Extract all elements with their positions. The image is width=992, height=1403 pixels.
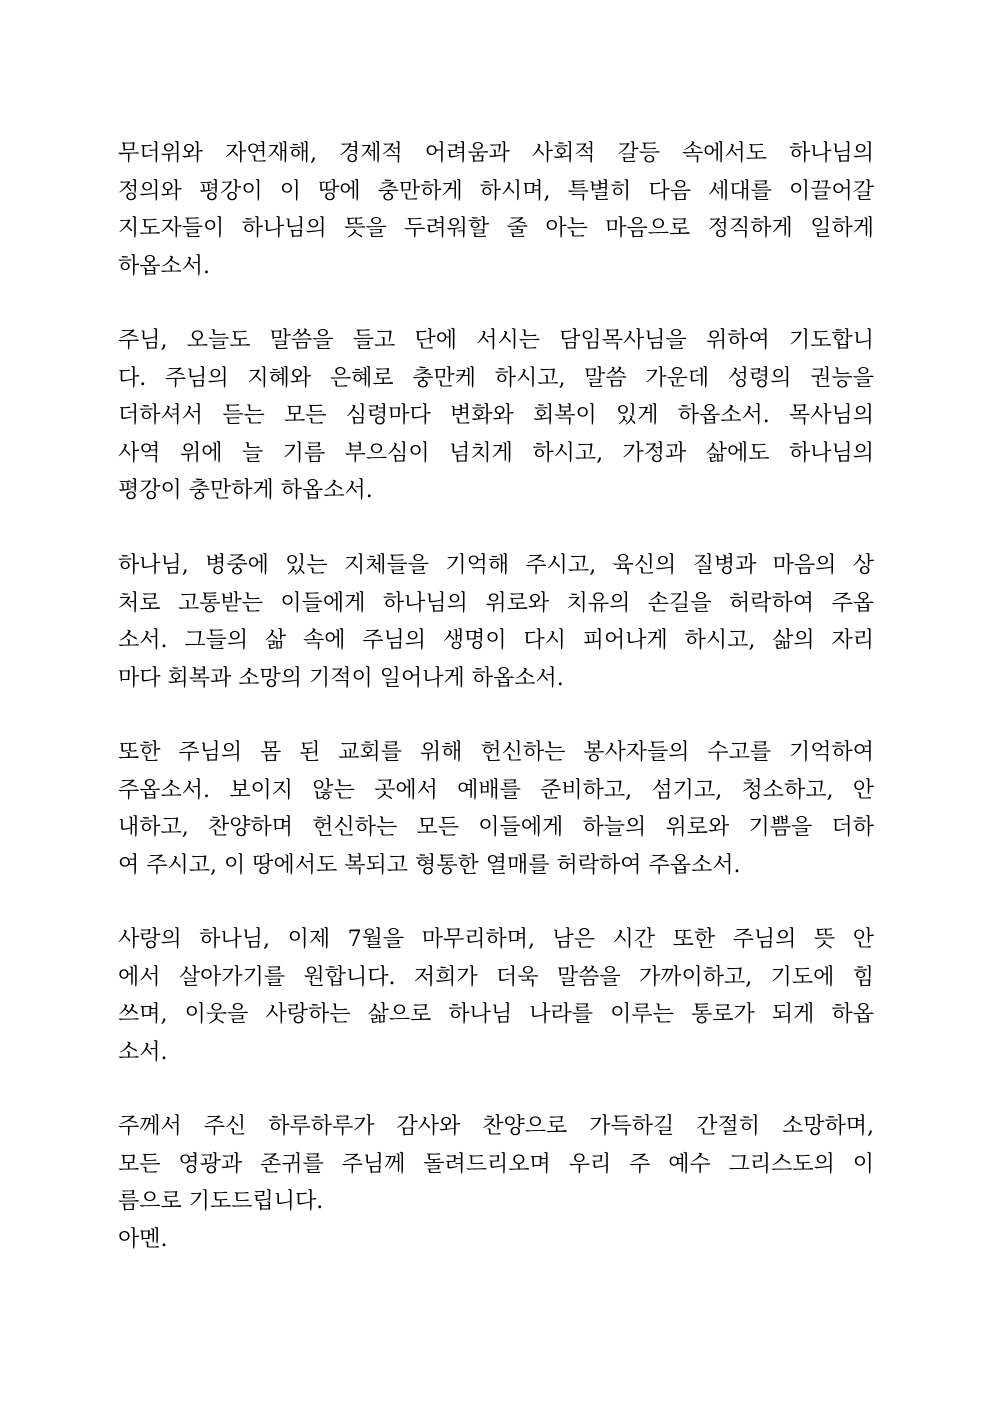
text-line: 에서 살아가기를 원합니다. 저희가 더욱 말씀을 가까이하고, 기도에 힘 xyxy=(118,964,874,990)
paragraph-6 xyxy=(118,1108,874,1258)
text-line: 마다 회복과 소망의 기적이 일어나게 하옵소서. xyxy=(118,665,564,691)
text-line: 더하셔서 듣는 모든 심령마다 변화와 회복이 있게 하옵소서. 목사님의 xyxy=(118,403,874,428)
text-line: 다. 주님의 지혜와 은혜로 충만케 하시고, 말씀 가운데 성령의 권능을 xyxy=(118,365,874,391)
text-line: 하옵소서. xyxy=(118,253,211,279)
closing-amen: 아멘. xyxy=(118,1226,168,1252)
paragraph-3 xyxy=(118,547,874,697)
text-line: 평강이 충만하게 하옵소서. xyxy=(118,478,373,503)
text-line: 소서. xyxy=(118,1039,168,1065)
text-line: 지도자들이 하나님의 뜻을 두려워할 줄 아는 마음으로 정직하게 일하게 xyxy=(118,216,874,241)
text-line: 무더위와 자연재해, 경제적 어려움과 사회적 갈등 속에서도 하나님의 xyxy=(118,141,874,166)
text-line: 내하고, 찬양하며 헌신하는 모든 이들에게 하늘의 위로와 기쁨을 더하 xyxy=(118,815,874,840)
paragraph-2 xyxy=(118,322,874,510)
paragraph-5 xyxy=(118,921,874,1071)
text-line: 주님, 오늘도 말씀을 들고 단에 서시는 담임목사님을 위하여 기도합니 xyxy=(118,328,874,353)
text-line: 사랑의 하나님, 이제 7월을 마무리하며, 남은 시간 또한 주님의 뜻 안 xyxy=(118,927,874,952)
text-line: 정의와 평강이 이 땅에 충만하게 하시며, 특별히 다음 세대를 이끌어갈 xyxy=(118,178,874,204)
text-line: 쓰며, 이웃을 사랑하는 삶으로 하나님 나라를 이루는 통로가 되게 하옵 xyxy=(118,1002,874,1027)
text-line: 사역 위에 늘 기름 부으심이 넘치게 하시고, 가정과 삶에도 하나님의 xyxy=(118,440,874,466)
text-line: 하나님, 병중에 있는 지체들을 기억해 주시고, 육신의 질병과 마음의 상 xyxy=(118,553,874,578)
paragraph-1 xyxy=(118,135,874,285)
text-line: 또한 주님의 몸 된 교회를 위해 헌신하는 봉사자들의 수고를 기억하여 xyxy=(118,740,874,765)
text-line: 처로 고통받는 이들에게 하나님의 위로와 치유의 손길을 허락하여 주옵 xyxy=(118,590,874,616)
text-line: 모든 영광과 존귀를 주님께 돌려드리오며 우리 주 예수 그리스도의 이 xyxy=(118,1151,874,1177)
text-line: 주옵소서. 보이지 않는 곳에서 예배를 준비하고, 섬기고, 청소하고, 안 xyxy=(118,777,874,803)
text-line: 주께서 주신 하루하루가 감사와 찬양으로 가득하길 간절히 소망하며, xyxy=(118,1114,874,1139)
text-line: 소서. 그들의 삶 속에 주님의 생명이 다시 피어나게 하시고, 삶의 자리 xyxy=(118,628,874,653)
text-line: 름으로 기도드립니다. xyxy=(118,1189,324,1214)
paragraph-4 xyxy=(118,734,874,884)
text-line: 여 주시고, 이 땅에서도 복되고 형통한 열매를 허락하여 주옵소서. xyxy=(118,852,741,878)
